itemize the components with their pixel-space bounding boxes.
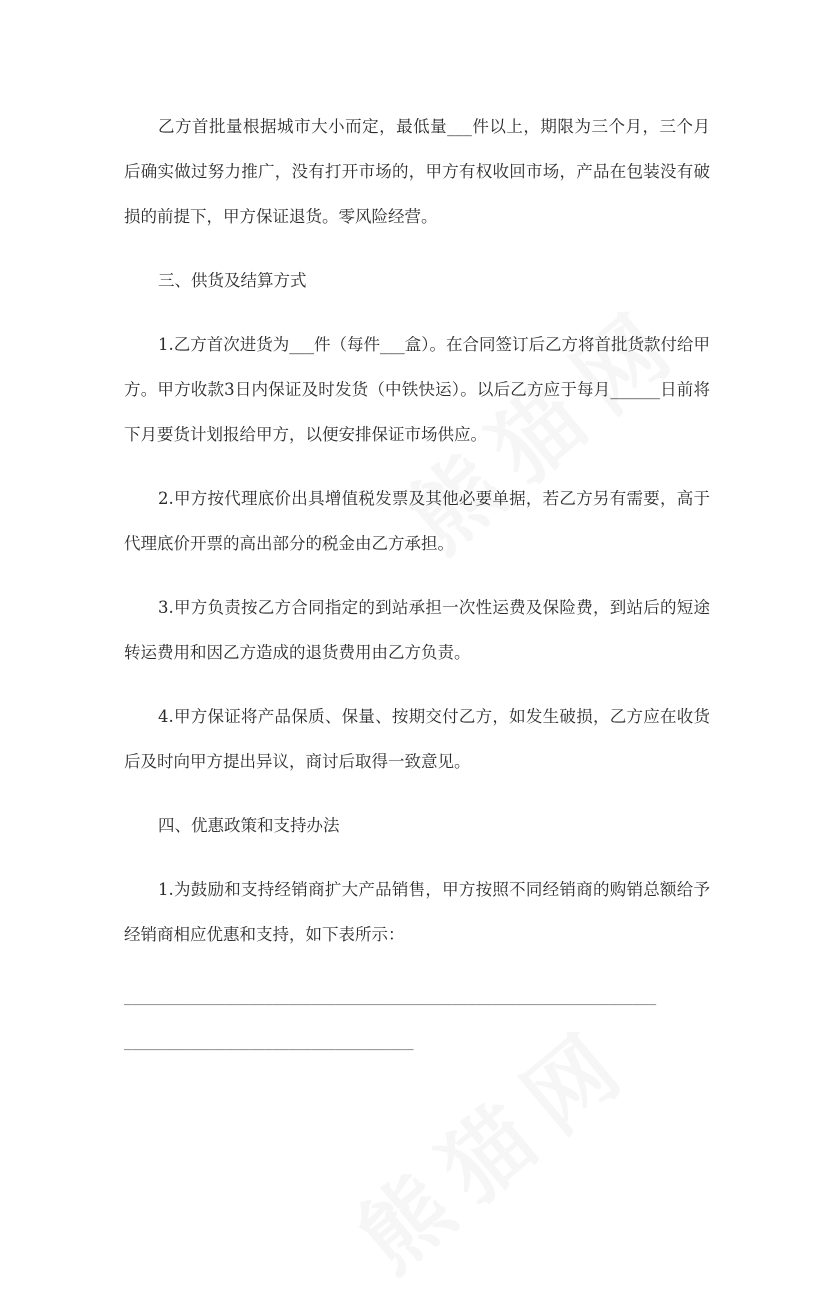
paragraph-invoice: 2.甲方按代理底价出具增值税发票及其他必要单据，若乙方另有需要，高于代理底价开票的高出部分的税金由乙方承担。 [124,489,710,553]
blank-fill-line: ____________________________________________________________________ [124,991,657,1006]
paragraph-dealer-support: 1.为鼓励和支持经销商扩大产品销售，甲方按照不同经销商的购销总额给予经销商相应优惠和支持，如下表所示： [124,880,710,944]
section-heading-incentives: 四、优惠政策和支持办法 [158,816,340,835]
paragraph-first-order: 1.乙方首次进货为___件（每件___盒）。在合同签订后乙方将首批货款付给甲方。甲方收款3日内保证及时发货（中铁快运）。以后乙方应于每月______日前将下月要货计划报给甲方，以便安排保证市场供应。 [124,335,710,444]
blank-fill-line: _____________________________________ [124,1036,414,1051]
paragraph-freight: 3.甲方负责按乙方合同指定的到站承担一次性运费及保险费，到站后的短途转运费用和因乙方造成的退货费用由乙方负责。 [124,598,710,662]
section-heading-supply-settlement: 三、供货及结算方式 [158,271,307,290]
paragraph-quality-guarantee: 4.甲方保证将产品保质、保量、按期交付乙方，如发生破损，乙方应在收货后及时向甲方提出异议，商讨后取得一致意见。 [124,707,710,771]
paragraph-first-batch-terms: 乙方首批量根据城市大小而定，最低量___件以上，期限为三个月，三个月后确实做过努力推广，没有打开市场的，甲方有权收回市场，产品在包装没有破损的前提下，甲方保证退货。零风险经营。 [124,117,710,226]
document-body [124,104,710,1066]
